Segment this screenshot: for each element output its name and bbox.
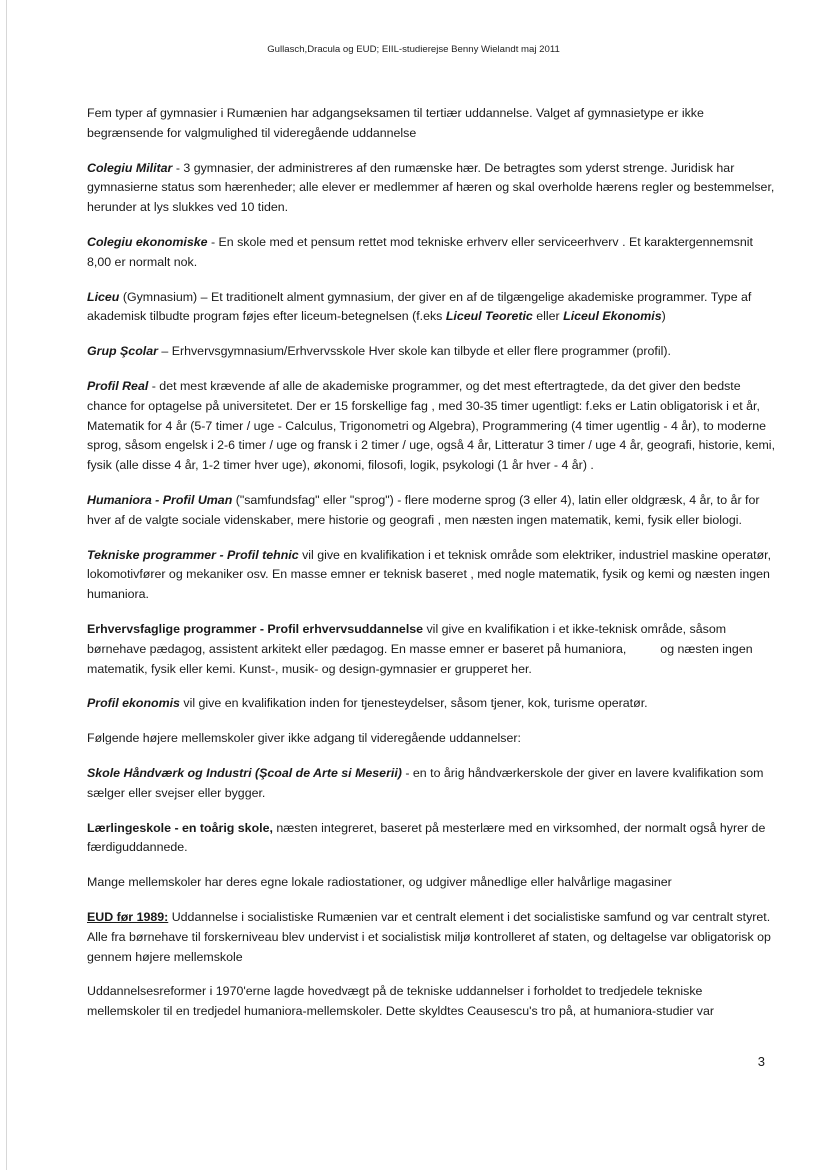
paragraph-profil-real (87, 377, 777, 476)
text-humaniora: ("samfundsfag" eller "sprog") - flere moderne sprog (3 eller 4), latin eller oldgræsk, 4 år, to år for hver af de valgte sociale videnskaber, mere historie og geografi , men næsten ingen matematik, kemi, fysik eller biologi. (87, 492, 760, 527)
term-tekniske: Tekniske programmer - Profil tehnic (87, 547, 299, 562)
paragraph-tekniske (87, 546, 777, 605)
text-grup-scolar: – Erhvervsgymnasium/Erhvervsskole Hver skole kan tilbyde et eller flere programmer (profil). (157, 344, 671, 359)
paragraph-laerlingeskole (87, 819, 777, 859)
paragraph-grup-scolar (87, 342, 777, 362)
text-erhvervsfaglige-1: vil give en kvalifikation i et ikke-teknisk område, såsom børnehave pædagog, assistent arkitekt eller pædagog. En masse emner er baseret på humaniora, (87, 621, 727, 656)
paragraph-liceu (87, 288, 777, 328)
paragraph-colegiu-ekonomiske (87, 233, 777, 273)
paragraph-foelgende: Følgende højere mellemskoler giver ikke adgang til videregående uddannelser: (87, 731, 521, 746)
text-profil-real: - det mest krævende af alle de akademiske programmer, og det mest eftertragtede, da det giver den bedste chance for optagelse på universitetet. Der er 15 forskellige fag , med 30-35 timer ugentligt: f.eks er Latin obligatorisk i et år, Matematik for 4 år (5-7 timer / uge - Calculus, Trigonometri og Algebra), Programmering (4 timer ugentlig - 4 år), to moderne sprog, såsom engelsk i 2-6 timer / uge og fransk i 2 timer / uge, også 4 år, Litteratur 3 timer / uge 4 år, geografi, historie, kemi, fysik (alle disse 4 år, 1-2 timer hver uge), økonomi, filosofi, logik, psykologi (1 år hver - 4 år) . (87, 378, 776, 473)
term-grup-scolar: Grup Şcolar (87, 344, 158, 359)
paragraph-eud-foer-1989 (87, 908, 777, 967)
text-tekniske: vil give en kvalifikation i et teknisk område som elektriker, industriel maskine operatør, lokomotivfører og mekaniker osv. En masse emner er teknisk baseret , med nogle matematik, fysik og kemi og næsten ingen humaniora. (87, 547, 772, 602)
paragraph-colegiu-militar (87, 159, 777, 218)
intro-paragraph: Fem typer af gymnasier i Rumænien har adgangseksamen til tertiær uddannelse. Valget af gymnasietype er ikke begrænsende for valgmulighed til videregående uddannelse (87, 106, 704, 140)
text-skole-haandvaerk: - en to årig håndværkerskole der giver en lavere kvalifikation som sælger eller svejser eller bygger. (87, 765, 764, 800)
term-colegiu-ekonomiske: Colegiu ekonomiske (87, 234, 208, 249)
paragraph-profil-ekonomis (87, 694, 777, 714)
term-liceul-ekonomis: Liceul Ekonomis (563, 309, 662, 324)
term-colegiu-militar: Colegiu Militar (87, 160, 173, 175)
term-liceul-teoretic: Liceul Teoretic (445, 309, 533, 324)
text-colegiu-militar: - 3 gymnasier, der administreres af den rumænske hær. De betragtes som yderst strenge. Juridisk har gymnasierne status som hærenheder; alle elever er medlemmer af hæren og skal overholde hærens regler og bestemmelser, herunder at lys slukkes ved 10 tiden. (87, 160, 775, 215)
paragraph-humaniora (87, 491, 777, 531)
paragraph-uddannelsesreformer: Uddannelsesreformer i 1970'erne lagde hovedvægt på de tekniske uddannelser i forholdet to tredjedele tekniske mellemskoler til en tredjedel humaniora-mellemskoler. Dette skyldtes Ceausescu's tro på, at humaniora-studier var (87, 984, 714, 1019)
term-profil-ekonomis: Profil ekonomis (87, 696, 180, 711)
term-liceu: Liceu (87, 289, 120, 304)
page-number: 3 (757, 1054, 765, 1069)
page-header: Gullasch,Dracula og EUD; EIIL-studierejse Benny Wielandt maj 2011 (267, 44, 560, 55)
scan-edge-line (6, 0, 7, 1170)
paragraph-radiostationer: Mange mellemskoler har deres egne lokale radiostationer, og udgiver månedlige eller halvårlige magasiner (87, 875, 672, 890)
document-body (87, 104, 777, 1037)
paragraph-skole-haandvaerk (87, 764, 777, 804)
text-liceu-1: (Gymnasium) – Et traditionelt alment gymnasium, der giver en af de tilgængelige akademiske programmer. Type af akademisk tilbudte program føjes efter liceum-betegnelsen (f.eks (87, 289, 752, 324)
text-liceu-2: eller (532, 309, 564, 324)
text-colegiu-ekonomiske: - En skole med et pensum rettet mod tekniske erhverv eller serviceerhverv . Et karaktergennemsnit 8,00 er normalt nok. (87, 234, 753, 269)
term-profil-real: Profil Real (87, 378, 149, 393)
text-laerlingeskole: næsten integreret, baseret på mesterlære med en virksomhed, der normalt også hyrer de færdiguddannede. (87, 820, 766, 855)
term-skole-haandvaerk: Skole Håndværk og Industri (Şcoal de Arte si Meserii) (87, 765, 402, 780)
text-eud-foer-1989: Uddannelse i socialistiske Rumænien var et centralt element i det socialistiske samfund og var centralt styret. Alle fra børnehave til forskerniveau blev undervist i et socialistisk miljø kontrolleret af staten, og deltagelse var obligatorisk op gennem højere mellemskole (87, 909, 771, 964)
term-laerlingeskole: Lærlingeskole - en toårig skole, (87, 820, 273, 835)
text-erhvervsfaglige-2: og næsten ingen matematik, fysik eller kemi. Kunst-, musik- og design-gymnasier er grupperet her. (87, 641, 753, 676)
text-profil-ekonomis: vil give en kvalifikation inden for tjenesteydelser, såsom tjener, kok, turisme operatør. (179, 696, 648, 711)
term-eud-foer-1989: EUD før 1989: (87, 909, 169, 924)
term-humaniora: Humaniora - Profil Uman (87, 492, 233, 507)
term-erhvervsfaglige: Erhvervsfaglige programmer - Profil erhvervsuddannelse (87, 621, 424, 636)
text-liceu-3: ) (661, 309, 666, 324)
paragraph-erhvervsfaglige (87, 620, 777, 679)
